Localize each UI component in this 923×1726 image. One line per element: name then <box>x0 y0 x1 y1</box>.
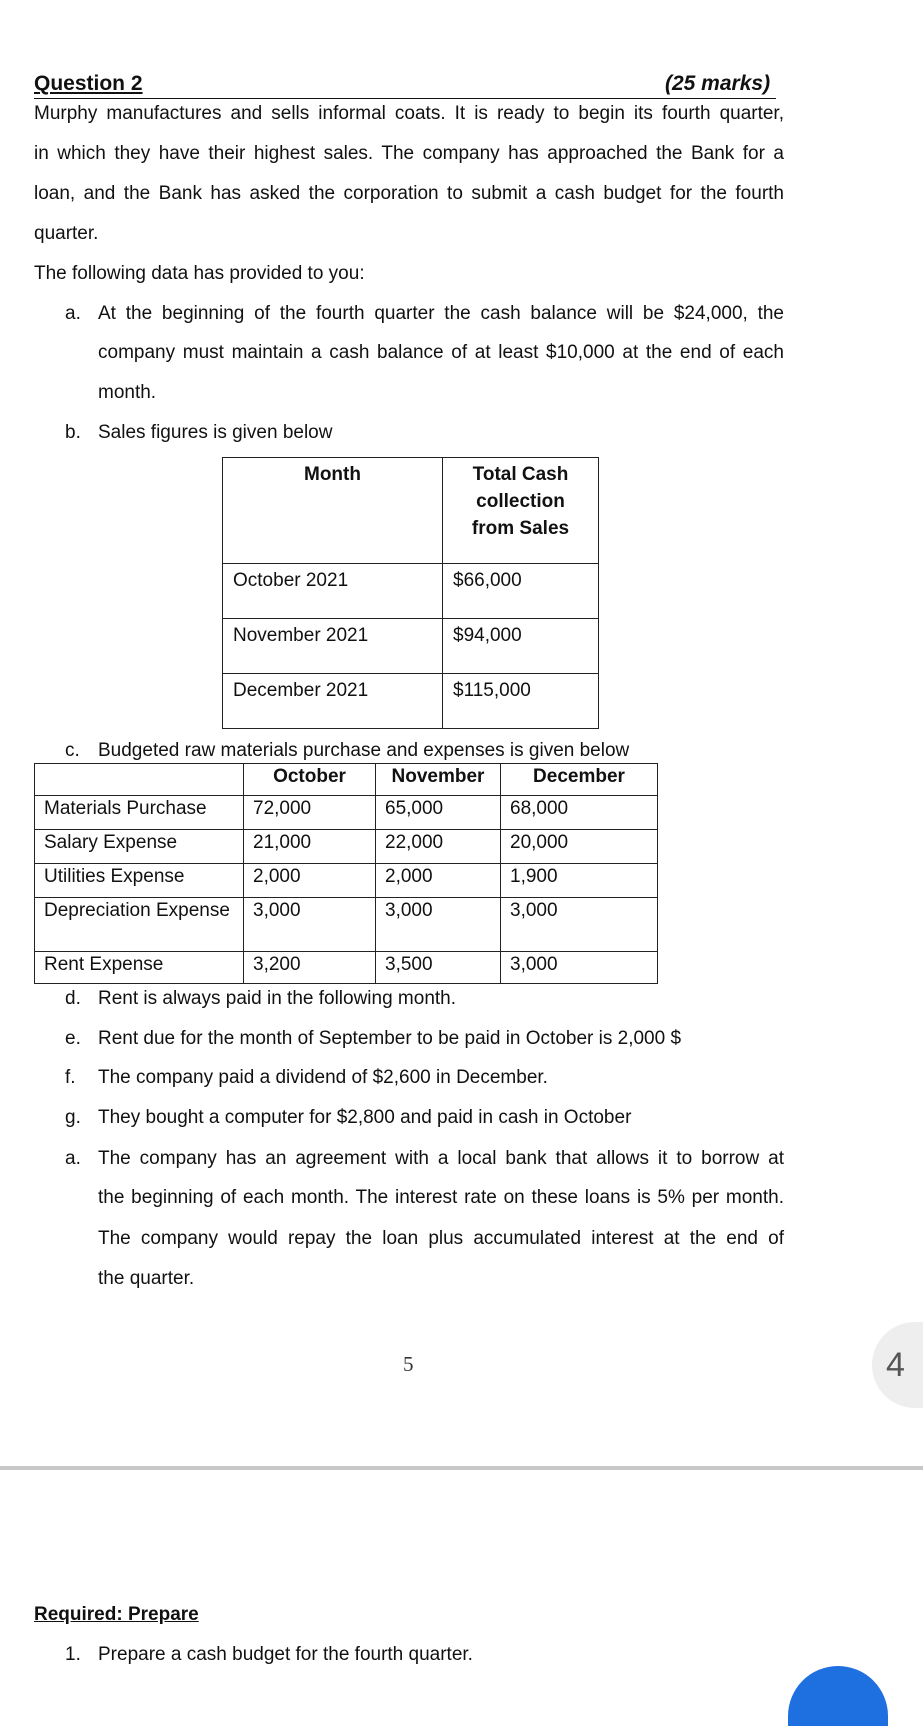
sales-amount: $66,000 <box>443 564 599 619</box>
budget-label: Rent Expense <box>35 952 244 984</box>
budget-value: 3,200 <box>244 952 376 984</box>
item-f-text: The company paid a dividend of $2,600 in December. <box>98 1067 548 1088</box>
table-row <box>35 864 658 898</box>
item-h-line-4: the quarter. <box>98 1268 195 1289</box>
table-row <box>223 564 599 619</box>
page-number: 5 <box>403 1352 414 1376</box>
budget-value: 68,000 <box>501 796 658 830</box>
budget-value: 2,000 <box>376 864 501 898</box>
item-h-line-2: the beginning of each month. The interest rate on these loans is 5% per month. <box>98 1187 784 1208</box>
budget-value: 22,000 <box>376 830 501 864</box>
sales-table <box>222 457 599 729</box>
sales-header-cash-line-1: Total Cash <box>472 464 569 485</box>
intro-line-4: quarter. <box>34 223 99 244</box>
budget-value: 3,000 <box>501 898 658 952</box>
page-divider <box>0 1466 923 1470</box>
item-h-marker: a. <box>65 1148 81 1169</box>
intro-line-3: loan, and the Bank has asked the corporation to submit a cash budget for the fourth <box>34 183 784 204</box>
item-c-text: Budgeted raw materials purchase and expenses is given below <box>98 740 630 761</box>
intro-line-2: in which they have their highest sales. The company has approached the Bank for a <box>34 143 784 164</box>
sales-amount: $94,000 <box>443 619 599 674</box>
budget-value: 72,000 <box>244 796 376 830</box>
item-d-marker: d. <box>65 988 81 1009</box>
item-a-line-3: month. <box>98 382 157 403</box>
sales-month: November 2021 <box>223 619 443 674</box>
sales-header-month: Month <box>223 458 443 564</box>
budget-value: 3,500 <box>376 952 501 984</box>
sales-header-cash-line-3: from Sales <box>471 518 570 539</box>
sales-amount: $115,000 <box>443 674 599 729</box>
question-title: Question 2 <box>34 72 143 95</box>
budget-table <box>34 763 658 984</box>
item-e-marker: e. <box>65 1028 81 1049</box>
page-count-badge[interactable] <box>872 1322 923 1408</box>
question-marks: (25 marks) <box>665 72 771 95</box>
budget-label: Materials Purchase <box>35 796 244 830</box>
required-item-text: Prepare a cash budget for the fourth quarter. <box>98 1644 473 1665</box>
page-count-label: 4 <box>886 1345 905 1384</box>
item-e-text: Rent due for the month of September to be paid in October is 2,000 $ <box>98 1028 682 1049</box>
budget-value: 2,000 <box>244 864 376 898</box>
item-a-marker: a. <box>65 303 81 324</box>
item-a-line-1: At the beginning of the fourth quarter the cash balance will be $24,000, the <box>98 303 784 324</box>
sales-header-cash <box>443 458 599 564</box>
budget-value: 3,000 <box>376 898 501 952</box>
table-row <box>35 952 658 984</box>
budget-value: 3,000 <box>501 952 658 984</box>
budget-label: Depreciation Expense <box>35 898 244 952</box>
item-b-marker: b. <box>65 422 81 443</box>
item-g-marker: g. <box>65 1107 81 1128</box>
budget-header-blank <box>35 764 244 796</box>
budget-value: 1,900 <box>501 864 658 898</box>
table-row <box>35 796 658 830</box>
budget-value: 21,000 <box>244 830 376 864</box>
table-row <box>35 898 658 952</box>
sales-month: October 2021 <box>223 564 443 619</box>
sales-month: December 2021 <box>223 674 443 729</box>
budget-header-october: October <box>244 764 376 796</box>
item-h-line-3: The company would repay the loan plus accumulated interest at the end of <box>98 1228 784 1249</box>
required-heading: Required: Prepare <box>34 1604 199 1625</box>
table-row <box>35 830 658 864</box>
intro-line-1: Murphy manufactures and sells informal coats. It is ready to begin its fourth quarter, <box>34 103 784 124</box>
required-item-marker: 1. <box>65 1644 81 1665</box>
item-g-text: They bought a computer for $2,800 and paid in cash in October <box>98 1107 632 1128</box>
item-c-marker: c. <box>65 740 80 761</box>
budget-value: 65,000 <box>376 796 501 830</box>
item-a-line-2: company must maintain a cash balance of at least $10,000 at the end of each <box>98 342 784 363</box>
item-d-text: Rent is always paid in the following month. <box>98 988 457 1009</box>
item-f-marker: f. <box>65 1067 76 1088</box>
item-h-line-1: The company has an agreement with a local bank that allows it to borrow at <box>98 1148 784 1169</box>
data-intro: The following data has provided to you: <box>34 263 365 284</box>
budget-header-november: November <box>376 764 501 796</box>
budget-value: 3,000 <box>244 898 376 952</box>
table-row <box>223 674 599 729</box>
budget-label: Salary Expense <box>35 830 244 864</box>
floating-action-button[interactable] <box>788 1666 888 1726</box>
heading-underline <box>34 98 776 99</box>
budget-value: 20,000 <box>501 830 658 864</box>
budget-header-december: December <box>501 764 658 796</box>
budget-label: Utilities Expense <box>35 864 244 898</box>
sales-header-cash-line-2: collection <box>476 491 565 512</box>
item-b-text: Sales figures is given below <box>98 422 333 443</box>
table-row <box>223 619 599 674</box>
